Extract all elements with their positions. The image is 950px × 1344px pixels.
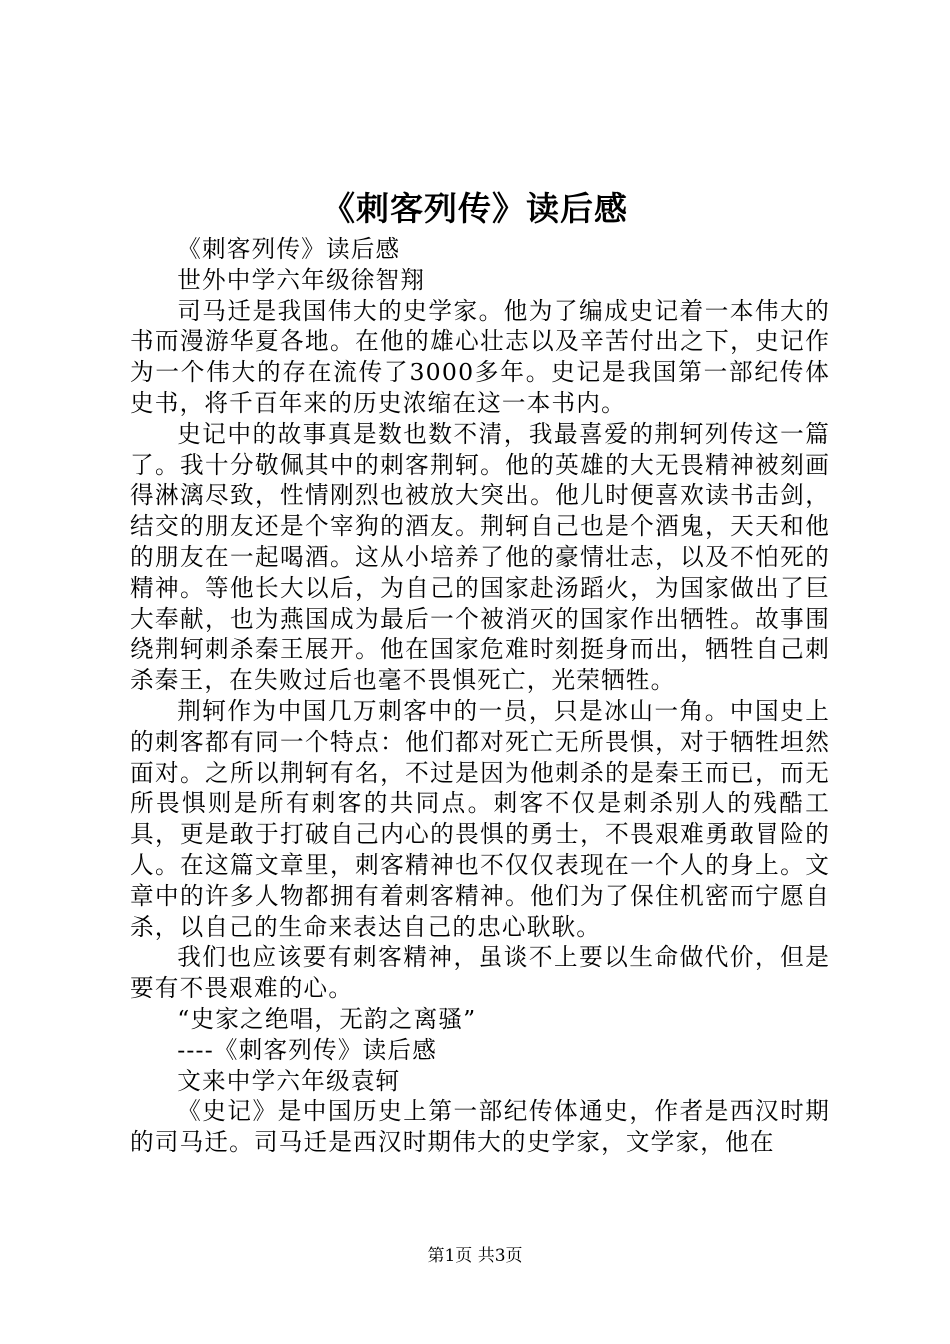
paragraph: 我们也应该要有刺客精神，虽谈不上要以生命做代价，但是要有不畏艰难的心。 <box>130 943 830 1003</box>
paragraph: 荆轲作为中国几万刺客中的一员，只是冰山一角。中国史上的刺客都有同一个特点：他们都对死亡无所畏惧，对于牺牲坦然面对。之所以荆轲有名，不过是因为他刺杀的是秦王而已，而无所畏惧则是所有刺客的共同点。刺客不仅是刺杀别人的残酷工具，更是敢于打破自己内心的畏惧的勇士，不畏艰难勇敢冒险的人。在这篇文章里，刺客精神也不仅仅表现在一个人的身上。文章中的许多人物都拥有着刺客精神。他们为了保住机密而宁愿自杀，以自己的生命来表达自己的忠心耿耿。 <box>130 696 830 941</box>
page-footer: 第1页 共3页 <box>427 1246 523 1266</box>
quote-line: “史家之绝唱，无韵之离骚” <box>177 1004 477 1033</box>
paragraph: 《史记》是中国历史上第一部纪传体通史，作者是西汉时期的司马迁。司马迁是西汉时期伟大的史学家，文学家，他在 <box>130 1097 830 1157</box>
document-body <box>130 234 830 1158</box>
author-line: 世外中学六年级徐智翔 <box>177 265 426 294</box>
document-title: 《刺客列传》读后感 <box>322 189 628 228</box>
paragraph: 司马迁是我国伟大的史学家。他为了编成史记着一本伟大的书而漫游华夏各地。在他的雄心壮志以及辛苦付出之下，史记作为一个伟大的存在流传了3000多年。史记是我国第一部纪传体史书，将千百年来的历史浓缩在这一本书内。 <box>130 296 830 417</box>
essay-title-line: ----《刺客列传》读后感 <box>177 1035 438 1064</box>
essay-title-line: 《刺客列传》读后感 <box>177 235 401 263</box>
paragraph: 史记中的故事真是数也数不清，我最喜爱的荆轲列传这一篇了。我十分敬佩其中的刺客荆轲。他的英雄的大无畏精神被刻画得淋漓尽致，性情刚烈也被放大突出。他儿时便喜欢读书击剑，结交的朋友还是个宰狗的酒友。荆轲自己也是个酒鬼，天天和他的朋友在一起喝酒。这从小培养了他的豪情壮志，以及不怕死的精神。等他长大以后，为自己的国家赴汤蹈火，为国家做出了巨大奉献，也为燕国成为最后一个被消灭的国家作出牺牲。故事围绕荆轲刺杀秦王展开。他在国家危难时刻挺身而出，牺牲自己刺杀秦王，在失败过后也毫不畏惧死亡，光荣牺牲。 <box>130 419 830 695</box>
author-line: 文来中学六年级袁轲 <box>177 1066 401 1095</box>
